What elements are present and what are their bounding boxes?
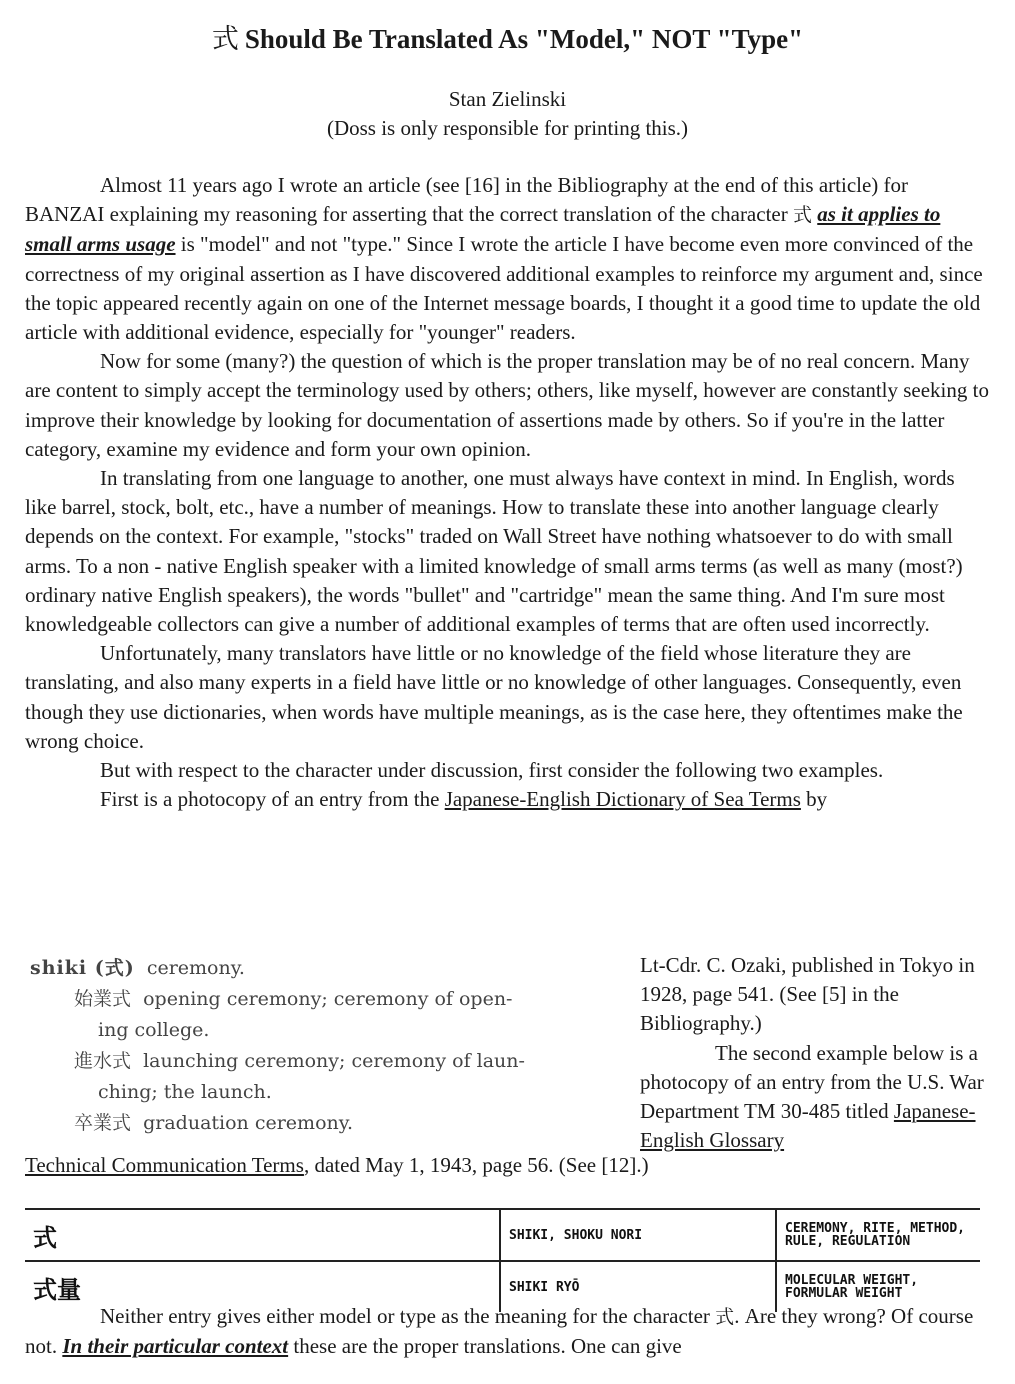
side-text-1: Lt-Cdr. C. Ozaki, published in Tokyo in 1928, page 541. (See [5] in the Bibliography.): [640, 953, 975, 1036]
glossary-reading: SHIKI RYŌ: [500, 1261, 776, 1312]
paragraph-2: Now for some (many?) the question of which is the proper translation may be of no real concern. Many are content to simply accept the terminology used by others; others, like myself, however are constantly seeking to improve their knowledge by looking for documentation of assertions made by others. So if you're in the latter category, examine my evidence and form your own opinion.: [25, 349, 989, 461]
entry-term: 進水式: [74, 1050, 132, 1072]
author-name: Stan Zielinski: [448, 87, 567, 111]
dictionary-entry-cont: ching; the launch.: [98, 1081, 272, 1103]
article-body: [25, 171, 990, 814]
p6-text-b: by: [800, 787, 828, 812]
dictionary-entry: [30, 1108, 620, 1139]
glossary-kanji: 式量: [33, 1275, 81, 1304]
printing-note: (Doss is only responsible for printing this.): [326, 116, 689, 140]
page-title: [0, 22, 1015, 57]
dictionary-entry: [30, 1046, 620, 1077]
p1-text-a: Almost 11 years ago I wrote an article (see [16] in the Bibliography at the end of this article) for BANZAI explaining my reasoning for asserting that the correct translation of the character: [25, 173, 909, 227]
end-text-a: Neither entry gives either model or type as the meaning for the character: [100, 1304, 716, 1328]
paragraph-3: In translating from one language to another, one must always have context in mind. In English, words like barrel, stock, bolt, etc., have a number of meanings. How to translate these into another language clearly depends on the context. For example, "stocks" traded on Wall Street have nothing whatsoever to do with small arms. To a non - native English speaker with a limited knowledge of small arms terms (as well as many (most?) ordinary native English speakers), the words "bullet" and "cartridge" mean the same thing. And I'm sure most knowledgeable collectors can give a number of additional examples of terms that are often used incorrectly.: [25, 466, 963, 637]
glossary-table: [25, 1208, 980, 1312]
table-row: [25, 1209, 980, 1261]
byline: [0, 85, 1015, 143]
dictionary-head: shiki (式): [30, 957, 135, 979]
dictionary-entry-cont: ing college.: [98, 1019, 210, 1041]
end-emphasis: In their particular context: [62, 1334, 289, 1358]
paragraph-6: [25, 785, 990, 814]
paragraph-7: [25, 1302, 990, 1361]
p1-text-b: is "model" and not "type." Since I wrote the article I have become even more convinced of the correctness of my original assertion as I have discovered additional examples to reinforce my argument and, since the topic appeared recently again on one of the Internet message boards, I thought it a good time to update the old article with additional evidence, especially for "younger" readers.: [25, 232, 983, 345]
entry-term: 卒業式: [74, 1112, 132, 1134]
entry-def: graduation ceremony.: [143, 1112, 353, 1134]
side-column: [640, 951, 995, 1155]
title-text: Should Be Translated As "Model," NOT "Type": [244, 24, 804, 54]
p1-emphasis: as it applies to small arms usage: [25, 202, 941, 257]
glossary-meaning: MOLECULAR WEIGHT, FORMULAR WEIGHT: [776, 1261, 980, 1312]
glossary-photocopy: [25, 1208, 980, 1308]
side-text-2: [640, 1039, 995, 1156]
dictionary-head-def: ceremony.: [146, 957, 245, 979]
entry-def: opening ceremony; ceremony of open-: [143, 988, 513, 1010]
glossary-reading: SHIKI, SHOKU NORI: [500, 1209, 776, 1261]
glossary-title-rest: Technical Communication Terms: [25, 1153, 304, 1177]
sea-terms-dictionary-title: Japanese-English Dictionary of Sea Terms: [444, 787, 801, 812]
entry-def: launching ceremony; ceremony of laun-: [143, 1050, 525, 1072]
dictionary-headword: [30, 953, 620, 984]
paragraph-4: Unfortunately, many translators have little or no knowledge of the field whose literature they are translating, and also many experts in a field have little or no knowledge of other languages. Consequently, even though they use dictionaries, when words have multiple meanings, as is the case here, they oftentimes make the wrong choice.: [25, 641, 963, 753]
closing-paragraph: [25, 1302, 990, 1361]
paragraph-5: But with respect to the character under discussion, first consider the following two examples.: [100, 758, 884, 783]
end-text-c: these are the proper translations. One can give: [288, 1334, 682, 1358]
glossary-kanji: 式: [33, 1223, 57, 1252]
citation-text: , dated May 1, 1943, page 56. (See [12].): [303, 1153, 649, 1177]
dictionary-photocopy: [30, 953, 620, 1139]
glossary-meaning: CEREMONY, RITE, METHOD, RULE, REGULATION: [776, 1209, 980, 1261]
entry-term: 始業式: [74, 988, 132, 1010]
dictionary-entry: [30, 984, 620, 1015]
p6-text-a: First is a photocopy of an entry from the: [100, 787, 445, 812]
glossary-title-part: Japanese-English Glossary: [640, 1099, 976, 1153]
paragraph-1: [25, 171, 990, 347]
title-kanji: 式: [211, 24, 239, 55]
glossary-citation: [25, 1151, 990, 1180]
end-text-b: . Are they wrong? Of course not.: [25, 1304, 974, 1358]
side-text-2a: The second example below is a photocopy of an entry from the U.S. War Department TM 30-485 titled: [640, 1040, 984, 1124]
p1-kanji: 式: [792, 204, 812, 227]
end-kanji: 式: [715, 1306, 735, 1328]
